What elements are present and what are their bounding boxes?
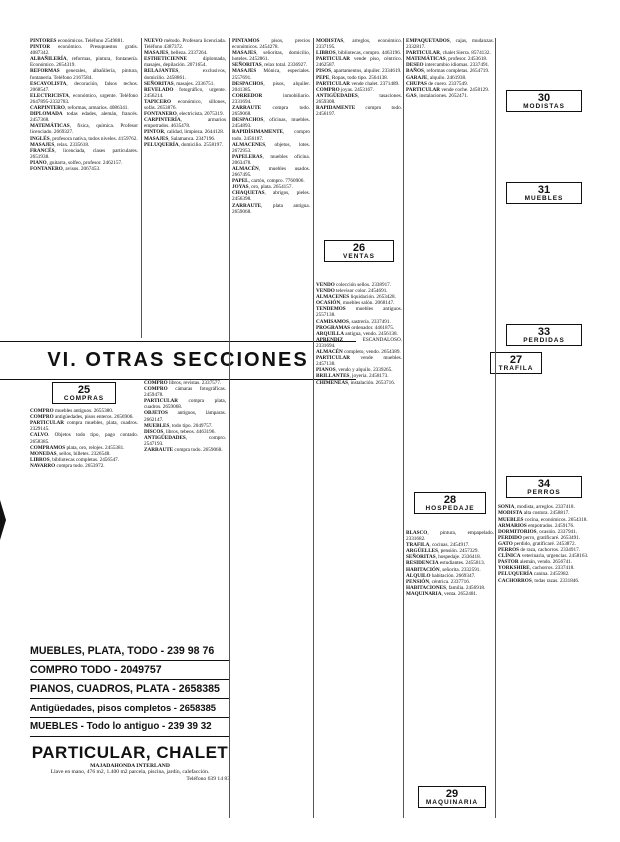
- section-number: 26: [352, 242, 366, 254]
- classified-ad: LIBROS, bibliotecas, compro. 4463196.: [316, 50, 402, 57]
- classified-ad: MODISTAS, arreglos, económico. 2337195.: [316, 38, 402, 51]
- section-number: 34: [537, 478, 551, 491]
- classified-ad: BLASCO, pintura, empapelado. 2331682.: [406, 530, 494, 543]
- section-number: 30: [537, 92, 551, 104]
- classified-ad: NAVARRO compra todo. 2653972.: [30, 462, 105, 469]
- classified-ad: HABITACIONES, familia. 2456918.: [406, 584, 486, 591]
- classified-ad: APRENDIZ ESCANDALOSO. 2331694.: [316, 336, 402, 349]
- classified-ad: REFORMAS generales, albañilería, pintura, fontanería. Teléfono 2167584.: [30, 68, 138, 81]
- section-number: 33: [537, 326, 551, 339]
- classified-ad: OCASIÓN, muebles salón. 2068147.: [316, 300, 395, 307]
- section-box-modistas: [506, 90, 582, 112]
- section-label: VENTAS: [343, 253, 375, 260]
- classified-ad: ARMARIOS empotrados. 2459176.: [498, 522, 575, 529]
- classified-ad: ZARRAUTE compra todo. 2659068.: [144, 447, 223, 454]
- classified-ad: RAPIDAMENTE compro todo. 2456197.: [316, 105, 402, 118]
- classified-ad: LIBROS, bibliotecas completas. 2456547.: [30, 456, 120, 463]
- classified-ad: COMPRO antigüedades, pisos enteros. 2656906.: [30, 414, 134, 421]
- classified-ad: PEPE, Ropas, todo tipo. 2564138.: [316, 74, 389, 81]
- section-number: 31: [537, 184, 551, 197]
- chalet-ad-phone: Teléfono 639 14 83: [186, 775, 230, 782]
- classified-ad: PARTICULAR vende coche. 2458129.: [406, 86, 490, 93]
- classified-ad: MUEBLES, todo tipo. 2049757.: [144, 422, 213, 429]
- display-ad-line: Antigüedades, pisos completos - 2658385: [30, 699, 230, 718]
- classified-ad: ALMACENES, objetos, lotes. 2672953.: [232, 141, 310, 154]
- classified-ad: COMPRO cámaras fotográficas. 2459478.: [144, 386, 226, 399]
- classified-ad: RAPIDÍSIMAMENTE, compro todo. 2456187.: [232, 129, 310, 142]
- section-box-hospedaje-wrapper: [406, 488, 494, 528]
- column-3: [232, 38, 310, 738]
- classified-ad: SONIA, modista, arreglos. 2337418.: [498, 504, 575, 511]
- classified-ad: ARQUILLA antigua, vendo. 2456138.: [316, 330, 398, 337]
- classified-ad: TRAFILA, cocinas. 2454917.: [406, 542, 470, 549]
- column-5-top: [406, 38, 494, 338]
- column-1-bottom: [30, 380, 138, 632]
- display-ad-line: MUEBLES, PLATA, TODO - 239 98 76: [30, 642, 230, 661]
- section-label: MUEBLES: [524, 195, 564, 203]
- classified-ad: MASAJES, belleza. 2337264.: [144, 50, 208, 57]
- section-label: COMPRAS: [63, 395, 105, 402]
- classified-ad: DESEO intercambio idiomas. 2337491.: [406, 62, 490, 69]
- classified-ad: PINTOR económico. Presupuestos gratis. 4087342.: [30, 44, 138, 57]
- section-box-ventas-wrapper: [316, 236, 402, 276]
- classified-ad: PARTICULAR vende piso, céntrico. 2462587.: [316, 56, 402, 69]
- classified-ad: CAMISAMOS, sastrería. 2337491.: [316, 318, 391, 325]
- classified-ad: COMPRAMOS plata, oro, relojes. 2455381.: [30, 444, 125, 451]
- section-number: 27: [509, 354, 523, 366]
- classified-ad: GAS, instalaciones. 2652471.: [406, 92, 469, 99]
- classified-ad: CHIMENEAS, instalación. 2653716.: [316, 379, 396, 386]
- classified-ad: PARTICULAR compra muebles, plata, cuadros. 2329145.: [30, 420, 138, 433]
- classified-ad: MATEMÁTICAS, física, química. Profesor licenciado. 2669327.: [30, 123, 138, 136]
- classified-ad: CHAQUETAS, abrigos, pieles. 2456398.: [232, 190, 310, 203]
- section-box-maquinaria-wrapper: [410, 782, 494, 822]
- classified-ad: ALMACÉN completo, vendo. 2654389.: [316, 349, 401, 356]
- classified-ad: DORMITORIOS, ocasión. 2337941.: [498, 528, 578, 535]
- classified-ad: ANTIGÜEDADES, compro. 2547193.: [144, 434, 226, 447]
- display-ad-line: MUEBLES - Todo lo antiguo - 239 39 32: [30, 718, 230, 737]
- classified-ad: CALVO. Objetos todo tipo, pago contado. 2658385.: [30, 432, 138, 445]
- section-label: MAQUINARIA: [425, 799, 479, 806]
- column-divider: [313, 38, 314, 818]
- classified-ad: PIANO, guitarra, solfeo, profesor. 2462157.: [30, 159, 123, 166]
- column-divider: [403, 38, 404, 818]
- classified-ad: HABITACIÓN, señorita. 2332591.: [406, 566, 481, 573]
- section-label: TRAFILA: [498, 365, 534, 372]
- classified-ad: CACHORROS, todas razas. 2331846.: [498, 577, 580, 584]
- classified-ad: DESPACHOS, oficinas, muebles. 2454893.: [232, 117, 310, 130]
- classified-ad: JOYAS, oro, plata. 2654157.: [232, 184, 293, 191]
- classified-ad: PELUQUERÍA canina. 2455982.: [498, 571, 570, 578]
- classified-ad: MAQUINARIA, venta. 2652481.: [406, 590, 478, 597]
- classified-ad: FONTANERO, avisos. 2067453.: [30, 165, 101, 172]
- chalet-ad-details: Llave en mano, 476 m2, 1.400 m2 parcela, piscina, jardín, calefacción.: [50, 769, 210, 776]
- classified-ad: ALBAÑILERÍA, reformas, pintura, fontanería. Económico. 2654319.: [30, 56, 138, 69]
- classified-ad: NUEVO método. Profesora licenciada. Teléfono 4387372.: [144, 38, 226, 51]
- classified-ad: PERDIDO perro, gratificaré. 2653491.: [498, 534, 581, 541]
- classified-ad: MONEDAS, sellos, billetes. 2326548.: [30, 450, 111, 457]
- classified-ad: TENDEMOS muebles antiguos. 2557138.: [316, 306, 402, 319]
- section-number: 28: [443, 494, 457, 506]
- column-2-bottom: [144, 380, 226, 632]
- section-number: 29: [445, 788, 459, 800]
- classified-ad: SEÑORITAS, relax total. 2336927.: [232, 62, 308, 69]
- column-divider: [495, 38, 496, 818]
- classified-ad: GATO perdido, gratificaré. 2453872.: [498, 540, 576, 547]
- classified-ad: GARAJE, alquilo. 2461938.: [406, 74, 467, 81]
- classified-ad: ALMACÉN, muebles usados. 2667495.: [232, 165, 310, 179]
- classified-ad: ALMACENES liquidación. 2653428.: [316, 294, 396, 301]
- classified-ad: COMPRO joyas. 2453167.: [316, 86, 374, 93]
- column-1-top: [30, 38, 138, 341]
- classified-ad: ALQUILO habitación. 2669347.: [406, 572, 476, 579]
- page-edge-marker: [0, 500, 6, 540]
- column-4-top: [316, 38, 402, 254]
- classified-ad: RELAJANTES, exclusivos, domicilio. 2458861.: [144, 68, 226, 81]
- classified-ad: ESCAYOLISTA, decoración, falsos techos. 2068547.: [30, 80, 138, 93]
- classified-ad: PARTICULAR compra plata, cuadros. 2659068.: [144, 398, 226, 411]
- column-6: [498, 38, 590, 818]
- classified-ad: PASTOR alemán, vendo. 2656741.: [498, 559, 573, 566]
- section-box-muebles: [506, 182, 582, 204]
- classified-ad: REVELADO fotográfico, urgente. 2456214.: [144, 86, 226, 99]
- classified-ad: MODISTA alta costura. 2458817.: [498, 510, 570, 517]
- classified-ad: VENDO colección sellos. 2338917.: [316, 282, 392, 288]
- display-ads: [30, 642, 230, 782]
- classified-ad: PARTICULAR vende muebles. 2457138.: [316, 355, 402, 368]
- classified-ad: DIPLOMADA todas edades, alemán, francés. 2457368.: [30, 111, 138, 124]
- display-ad-line: COMPRO TODO - 2049757: [30, 661, 230, 680]
- classified-ad: VENDO televisor color. 2454691.: [316, 288, 388, 295]
- classified-ad: MATEMÁTICAS, profesor. 2453618.: [406, 56, 488, 63]
- column-5-bottom: [406, 530, 494, 770]
- classified-ad: FRANCÉS, licenciada, clases particulares. 2651938.: [30, 147, 138, 160]
- section-box-hospedaje: [414, 492, 486, 514]
- classified-ad: PARTICULAR, chalet Sierra. 8574132.: [406, 50, 491, 57]
- classified-ad: PAPELERAS, muebles oficina. 2063478.: [232, 153, 310, 166]
- section-label: PERDIDAS: [523, 337, 565, 345]
- classified-ad: ESTHETICIENNE diplomada, masajes, depilación. 2071654.: [144, 56, 226, 69]
- display-ad-line: PIANOS, CUADROS, PLATA - 2658385: [30, 680, 230, 699]
- classified-ad: BAÑOS, reformas completas. 2654719.: [406, 68, 490, 75]
- classified-ad: CLÍNICA veterinaria, urgencias. 2458163.: [498, 553, 589, 560]
- classified-ad: CHUPAS de cuero. 2337549.: [406, 80, 469, 87]
- classified-ad: ZARRAUTE, plata antigua. 2659068.: [232, 202, 310, 215]
- classified-ad: PINTAMOS pisos, precios económicos. 2454278.: [232, 38, 310, 51]
- classified-ad: DISCOS, libros, tebeos. 4463196.: [144, 428, 216, 435]
- classified-ad: PERROS de raza, cachorros. 2334917.: [498, 547, 580, 554]
- classified-ad: SEÑORITAS, hospedaje. 2336418.: [406, 554, 481, 561]
- classified-ad: PINTORES económicos. Teléfono 2549881.: [30, 38, 125, 44]
- classified-ad: PISOS, apartamentos, alquiler. 2334619.: [316, 68, 402, 75]
- section-number: 25: [77, 384, 91, 396]
- section-label: PERROS: [527, 489, 561, 497]
- classified-ad: MASAJES, relax. 2335618.: [30, 141, 90, 148]
- section-box-ventas: [324, 240, 394, 262]
- column-divider: [229, 38, 230, 818]
- column-2-top: [144, 38, 226, 341]
- classified-ad: PELUQUERÍA, domicilio. 2558197.: [144, 141, 224, 148]
- classified-ad: RESIDENCIA estudiantes. 2455813.: [406, 560, 485, 567]
- section-box-perdidas: [506, 324, 582, 346]
- section-box-perros: [506, 476, 582, 498]
- classified-ad: BRILLANTES, joyería. 2458173.: [316, 373, 389, 380]
- classified-ad: OBJETOS antiguos, lámparas. 2662147.: [144, 410, 226, 423]
- classified-ad: TAPICERO económico, sillones, sofás. 2653876.: [144, 98, 226, 112]
- classified-ad: COMPRO muebles antiguos. 2655380.: [30, 408, 114, 415]
- classified-ad: YORKSHIRE, cachorros. 2337418.: [498, 565, 575, 572]
- classified-ad: COMPRO libros, revistas. 2337577.: [144, 380, 222, 386]
- classified-ad: PAPEL, cartón, compro. 7760906.: [232, 178, 305, 185]
- classified-ad: ANTIGÜEDADES, tasaciones. 2659308.: [316, 92, 402, 105]
- section-banner: VI. OTRAS SECCIONES: [0, 341, 356, 380]
- classified-ad: MUEBLES cocina, económicos. 2654318.: [498, 516, 588, 523]
- classified-ad: CARPINTERÍA, armarios empotrados. 4635478.: [144, 117, 226, 130]
- classified-ad: MASAJES Mónica, especiales. 2557691.: [232, 68, 310, 81]
- chalet-ad-title: PARTICULAR, CHALET: [31, 743, 229, 762]
- chalet-ad-location: MAJADAHONDA INTERLAND: [90, 763, 170, 769]
- section-label: HOSPEDAJE: [425, 505, 475, 512]
- classified-ad: PENSIÓN, céntrica. 2337716.: [406, 578, 471, 585]
- classified-ad: CORREDOR inmobiliario. 2331694.: [232, 92, 310, 105]
- classified-ad: CARPINTERO, reformas, armarios. 4086341.: [30, 105, 129, 112]
- section-box-maquinaria: [418, 786, 486, 808]
- classified-ad: ZARRAUTE compra todo. 2659068.: [232, 105, 310, 118]
- classified-ad: FONTANERO, electricista. 2075319.: [144, 111, 224, 118]
- classified-ad: DESPACHOS, pisos, alquiler. 2041385.: [232, 80, 310, 93]
- column-divider: [141, 38, 142, 338]
- classified-ad: MASAJES, señoritas, domicilio, hoteles. 2452861.: [232, 50, 310, 63]
- classified-ad: INGLÉS, profesora nativa, todos niveles. 4159762.: [30, 135, 138, 142]
- classified-ad: MASAJES, Salamanca. 2347196.: [144, 135, 216, 142]
- classified-ad: PINTOR, calidad, limpieza. 2644128.: [144, 129, 225, 136]
- section-label: MODISTAS: [523, 103, 565, 110]
- classified-ad: EMPAQUETADOS, cajas, mudanzas. 2332817.: [406, 38, 494, 51]
- classified-ad: SEÑORITAS, masajes. 2336751.: [144, 80, 215, 87]
- section-box-compras: [52, 382, 116, 404]
- classified-ad: ARGÜELLES, pensión. 2457329.: [406, 548, 479, 555]
- classified-ad: PROGRAMAS ordenador. 4461875.: [316, 324, 395, 331]
- classified-ad: PIANOS, vendo y alquilo. 2339265.: [316, 367, 393, 374]
- classified-ad: PARTICULAR vende chalet. 2371489.: [316, 80, 400, 87]
- classified-ad: ELECTRICISTA, económico, urgente. Teléfono 2647895-2332783.: [30, 92, 138, 105]
